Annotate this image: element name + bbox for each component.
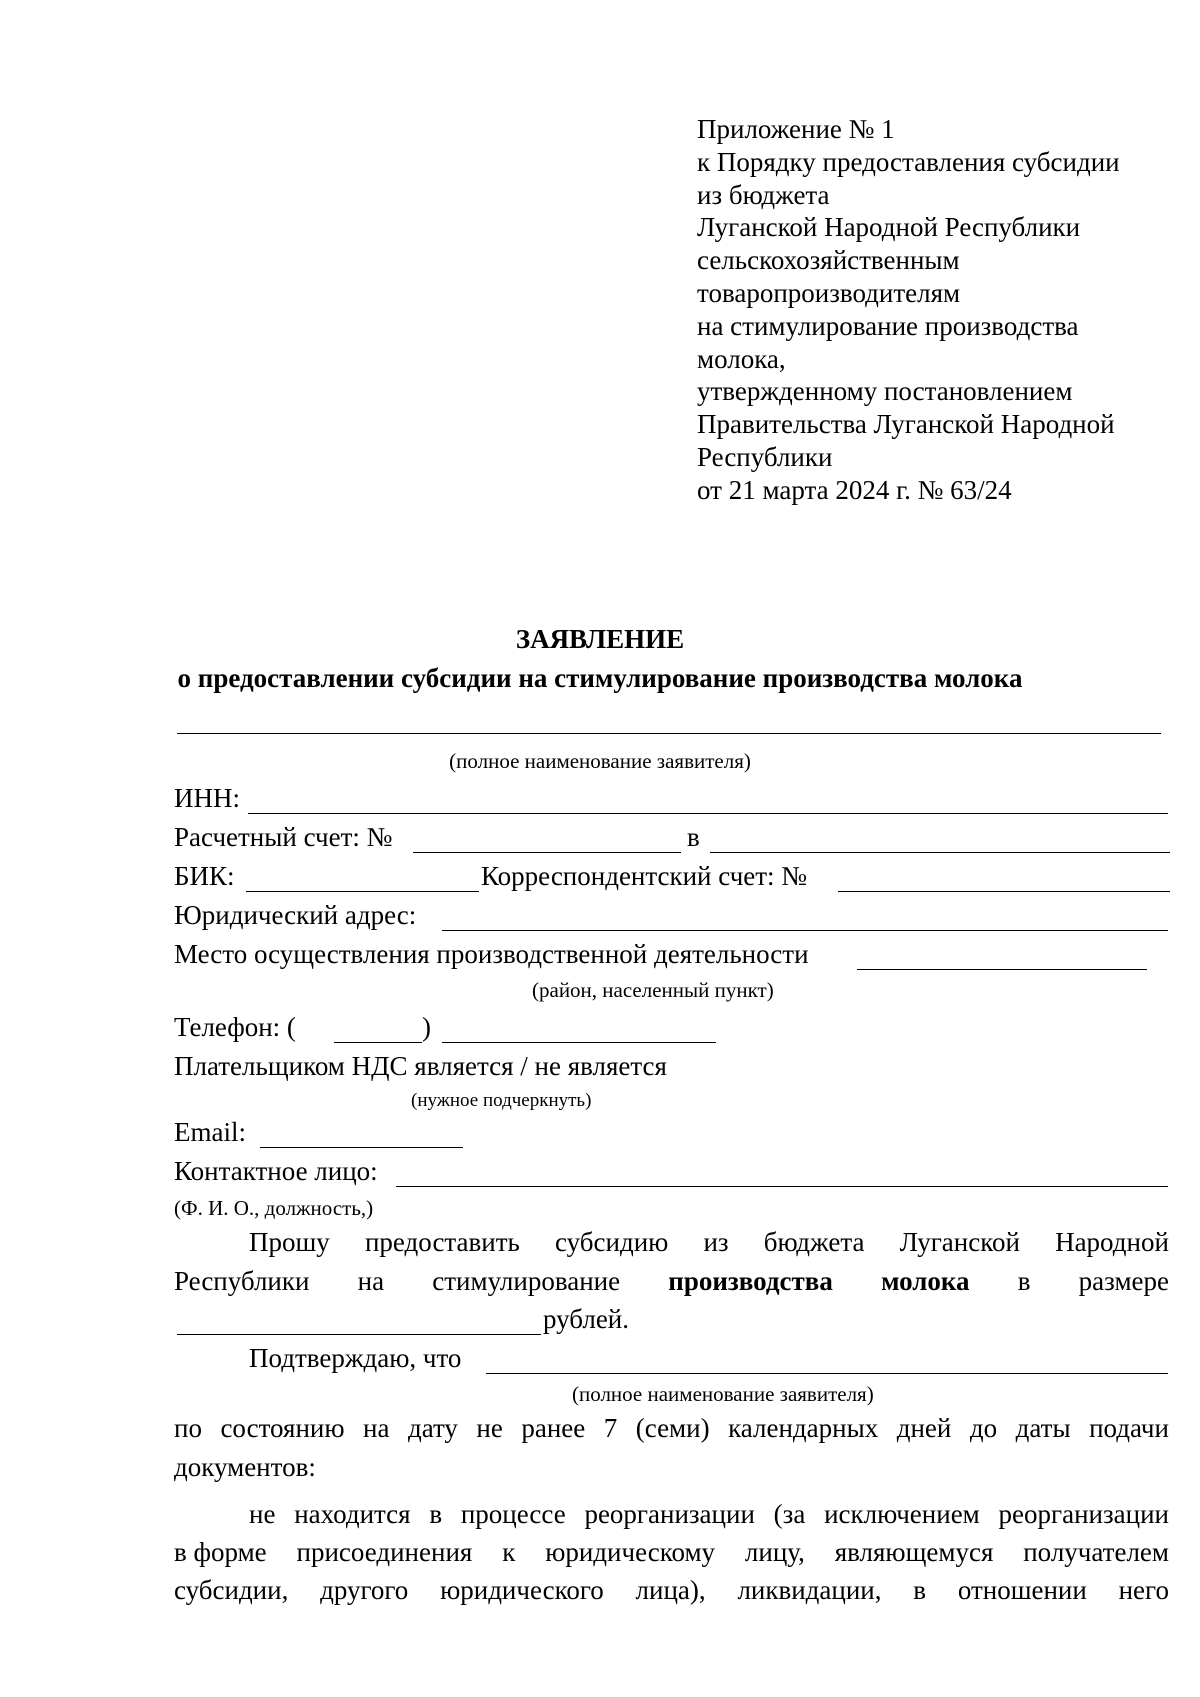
word: получателем [1023, 1537, 1169, 1567]
inn-field[interactable] [248, 813, 1168, 814]
word: являющемуся [834, 1537, 994, 1567]
place-label: Место осуществления производственной деятельности [174, 939, 809, 969]
word: на [363, 1413, 390, 1443]
word: дней [896, 1413, 952, 1443]
word: лицу, [744, 1537, 805, 1567]
phone-label: Телефон: ( [174, 1012, 296, 1042]
word: в [1017, 1266, 1031, 1296]
appendix-line: Правительства Луганской Народной [697, 409, 1115, 440]
word: в форме [174, 1537, 267, 1567]
address-label: Юридический адрес: [174, 900, 417, 930]
word: на [357, 1266, 385, 1296]
word: в [429, 1499, 443, 1529]
word: субсидии, [174, 1575, 289, 1605]
appendix-line: утвержденному постановлением [697, 376, 1073, 407]
word: Прошу [249, 1227, 330, 1257]
confirm-line-2: документов: [174, 1452, 316, 1482]
place-field[interactable] [857, 969, 1147, 970]
word: реорганизации [998, 1499, 1169, 1529]
appendix-line: от 21 марта 2024 г. № 63/24 [697, 474, 1012, 505]
word-bold: молока [881, 1266, 970, 1296]
appendix-line: Приложение № 1 [697, 114, 895, 144]
word: по [174, 1413, 202, 1443]
word: реорганизации [584, 1499, 755, 1529]
word: отношении [957, 1575, 1087, 1605]
confirm-applicant-field[interactable] [486, 1373, 1168, 1374]
word: состоянию [220, 1413, 345, 1443]
word: не [249, 1499, 276, 1529]
word: бюджета [763, 1227, 865, 1257]
account-in-label: в [687, 822, 700, 852]
amount-field[interactable] [177, 1334, 541, 1335]
contact-label: Контактное лицо: [174, 1156, 378, 1186]
word: ликвидации, [737, 1575, 882, 1605]
contact-field[interactable] [396, 1186, 1168, 1187]
word-bold: производства [668, 1266, 833, 1296]
word: исключением [824, 1499, 980, 1529]
word: Луганской [899, 1227, 1020, 1257]
email-field[interactable] [260, 1147, 463, 1148]
word: 7 [603, 1413, 618, 1443]
word: него [1118, 1575, 1169, 1605]
corr-account-field[interactable] [838, 891, 1170, 892]
appendix-line: к Порядку предоставления субсидии [697, 146, 1120, 177]
word: лица), [635, 1575, 706, 1605]
applicant-name-caption: (полное наименование заявителя) [449, 749, 751, 773]
document-subtitle: о предоставлении субсидии на стимулирование производства молока [177, 663, 1023, 693]
word: юридическому [545, 1537, 716, 1567]
word: не [476, 1413, 503, 1443]
vat-caption: (нужное подчеркнуть) [411, 1090, 592, 1111]
appendix-line: товаропроизводителям [697, 277, 961, 308]
word: ранее [521, 1413, 586, 1443]
appendix-line: сельскохозяйственным [697, 245, 960, 276]
word: юридического [440, 1575, 604, 1605]
email-label: Email: [174, 1117, 246, 1147]
word: (семи) [635, 1413, 710, 1443]
word: из [703, 1227, 729, 1257]
word: календарных [728, 1413, 879, 1443]
request-line-2 [174, 1266, 1169, 1297]
vat-text[interactable]: Плательщиком НДС является / не является [174, 1051, 667, 1081]
word: субсидию [555, 1227, 669, 1257]
word: подачи [1089, 1413, 1169, 1443]
word: в [913, 1575, 927, 1605]
word: размере [1078, 1266, 1169, 1296]
word: до [969, 1413, 998, 1443]
inn-label: ИНН: [174, 783, 240, 813]
word: даты [1015, 1413, 1071, 1443]
word: дату [407, 1413, 458, 1443]
appendix-line: на стимулирование производства [697, 310, 1079, 341]
appendix-line: Луганской Народной Республики [697, 212, 1081, 243]
contact-caption: (Ф. И. О., должность,) [174, 1196, 374, 1220]
appendix-header [697, 113, 1167, 507]
word: Республики [174, 1266, 310, 1296]
bik-label: БИК: [174, 861, 235, 891]
conditions-line-3 [174, 1575, 1169, 1606]
address-field[interactable] [442, 930, 1168, 931]
word: предоставить [364, 1227, 520, 1257]
request-line-1 [249, 1227, 1169, 1258]
word: другого [320, 1575, 409, 1605]
phone-number-field[interactable] [442, 1042, 716, 1043]
confirm-label: Подтверждаю, что [249, 1343, 462, 1373]
word: присоединения [296, 1537, 473, 1567]
appendix-line: молока, [697, 343, 786, 374]
bik-field[interactable] [246, 891, 479, 892]
document-title: ЗАЯВЛЕНИЕ [515, 624, 685, 654]
confirm-caption: (полное наименование заявителя) [572, 1382, 874, 1406]
appendix-line: из бюджета [697, 179, 830, 210]
bank-name-field[interactable] [710, 852, 1170, 853]
word: находится [294, 1499, 411, 1529]
conditions-line-1 [249, 1499, 1169, 1530]
applicant-name-field[interactable] [177, 733, 1161, 734]
corr-account-label: Корреспондентский счет: № [481, 861, 808, 891]
place-caption: (район, населенный пункт) [532, 978, 774, 1002]
conditions-line-2 [174, 1537, 1169, 1568]
word: стимулирование [432, 1266, 621, 1296]
word: к [502, 1537, 516, 1567]
account-label: Расчетный счет: № [174, 822, 393, 852]
phone-code-field[interactable] [334, 1042, 422, 1043]
word: (за [773, 1499, 806, 1529]
word: Народной [1055, 1227, 1169, 1257]
confirm-line-1 [174, 1413, 1169, 1444]
amount-suffix: рублей. [543, 1304, 630, 1334]
word: процессе [460, 1499, 566, 1529]
phone-close-paren: ) [422, 1012, 431, 1042]
appendix-line: Республики [697, 441, 833, 472]
account-number-field[interactable] [413, 852, 681, 853]
